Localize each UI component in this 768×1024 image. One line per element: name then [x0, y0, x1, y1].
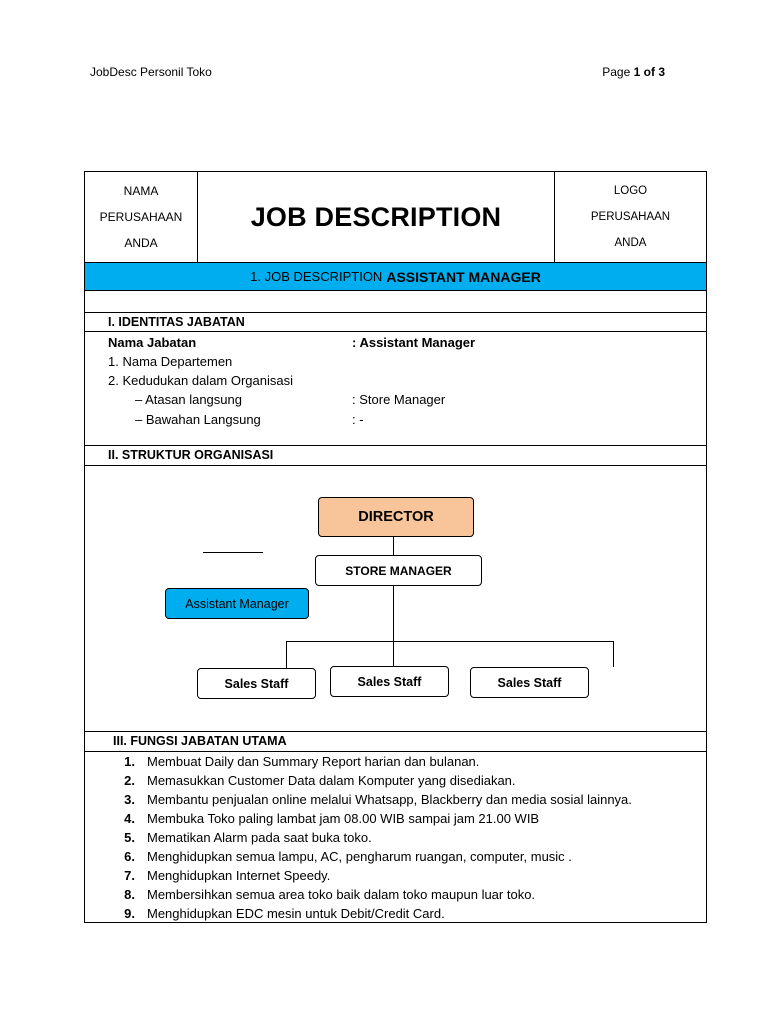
document-title: JOB DESCRIPTION — [198, 172, 555, 262]
section-title: II. STRUKTUR ORGANISASI — [108, 448, 274, 462]
company-logo-cell — [555, 172, 706, 262]
page-current: 1 — [633, 65, 641, 79]
section-fungsi-header — [85, 732, 706, 752]
section-struktur-header — [85, 446, 706, 466]
company-line: ANDA — [124, 236, 158, 250]
connector-sales-bar — [286, 641, 614, 642]
list-item: 6. Menghidupkan semua lampu, AC, pengharum ruangan, computer, music . — [124, 849, 572, 864]
nama-jabatan-value: : Assistant Manager — [352, 335, 476, 350]
section-fungsi-body — [85, 752, 706, 924]
company-line: PERUSAHAAN — [99, 210, 183, 224]
section-identitas-body — [85, 332, 706, 446]
org-box-store-manager: STORE MANAGER — [315, 555, 482, 586]
org-box-assistant-manager: Assistant Manager — [165, 588, 309, 619]
list-item: 2. Memasukkan Customer Data dalam Komputer yang disediakan. — [124, 773, 516, 788]
document-name: JobDesc Personil Toko — [90, 65, 212, 79]
list-item: 3. Membantu penjualan online melalui Whatsapp, Blackberry dan media sosial lainnya. — [124, 792, 632, 807]
connector-sales-1 — [286, 641, 287, 668]
logo-line: PERUSAHAAN — [590, 211, 671, 223]
kedudukan-item: 2. Kedudukan dalam Organisasi — [108, 373, 294, 388]
connector-director-store — [393, 537, 394, 555]
job-description-table — [84, 171, 707, 923]
org-chart — [85, 466, 706, 732]
list-item: 5. Mematikan Alarm pada saat buka toko. — [124, 830, 372, 845]
section-title: III. FUNGSI JABATAN UTAMA — [113, 734, 287, 748]
assistant-link-line — [203, 552, 263, 553]
connector-sales-2 — [393, 641, 394, 666]
atasan-label: – Atasan langsung — [135, 392, 242, 407]
list-item: 7. Menghidupkan Internet Speedy. — [124, 868, 331, 883]
page-prefix: Page — [602, 65, 631, 79]
list-item: 8. Membersihkan semua area toko baik dalam toko maupun luar toko. — [124, 887, 536, 902]
page-total: 3 — [658, 65, 665, 79]
list-item: 1. Membuat Daily dan Summary Report harian dan bulanan. — [124, 754, 480, 769]
org-box-sales-staff: Sales Staff — [470, 667, 589, 698]
page-indicator — [602, 65, 665, 79]
logo-line: LOGO — [613, 185, 648, 197]
nama-jabatan-label: Nama Jabatan — [108, 335, 197, 350]
connector-store-sales — [393, 586, 394, 641]
nama-departemen-item: 1. Nama Departemen — [108, 354, 233, 369]
bawahan-value: : - — [352, 412, 364, 427]
page-of: of — [643, 65, 655, 79]
fungsi-list — [111, 752, 632, 923]
list-item: 4. Membuka Toko paling lambat jam 08.00 WIB sampai jam 21.00 WIB — [124, 811, 540, 826]
spacer-row — [85, 291, 706, 313]
company-line: NAMA — [123, 184, 159, 198]
position-banner-prefix: 1. JOB DESCRIPTION — [250, 269, 383, 284]
logo-line: ANDA — [614, 237, 647, 249]
atasan-value: : Store Manager — [352, 392, 446, 407]
list-item: 9. Menghidupkan EDC mesin untuk Debit/Credit Card. — [124, 906, 445, 921]
org-box-director: DIRECTOR — [318, 497, 474, 537]
position-banner-title: ASSISTANT MANAGER — [386, 268, 541, 285]
position-banner — [85, 263, 706, 291]
title-row — [85, 172, 706, 263]
org-box-sales-staff: Sales Staff — [197, 668, 316, 699]
company-name-cell — [85, 172, 198, 262]
org-box-sales-staff: Sales Staff — [330, 666, 449, 697]
section-title: I. IDENTITAS JABATAN — [108, 315, 245, 329]
section-identitas-header — [85, 313, 706, 332]
connector-sales-3 — [613, 641, 614, 667]
bawahan-label: – Bawahan Langsung — [135, 412, 261, 427]
